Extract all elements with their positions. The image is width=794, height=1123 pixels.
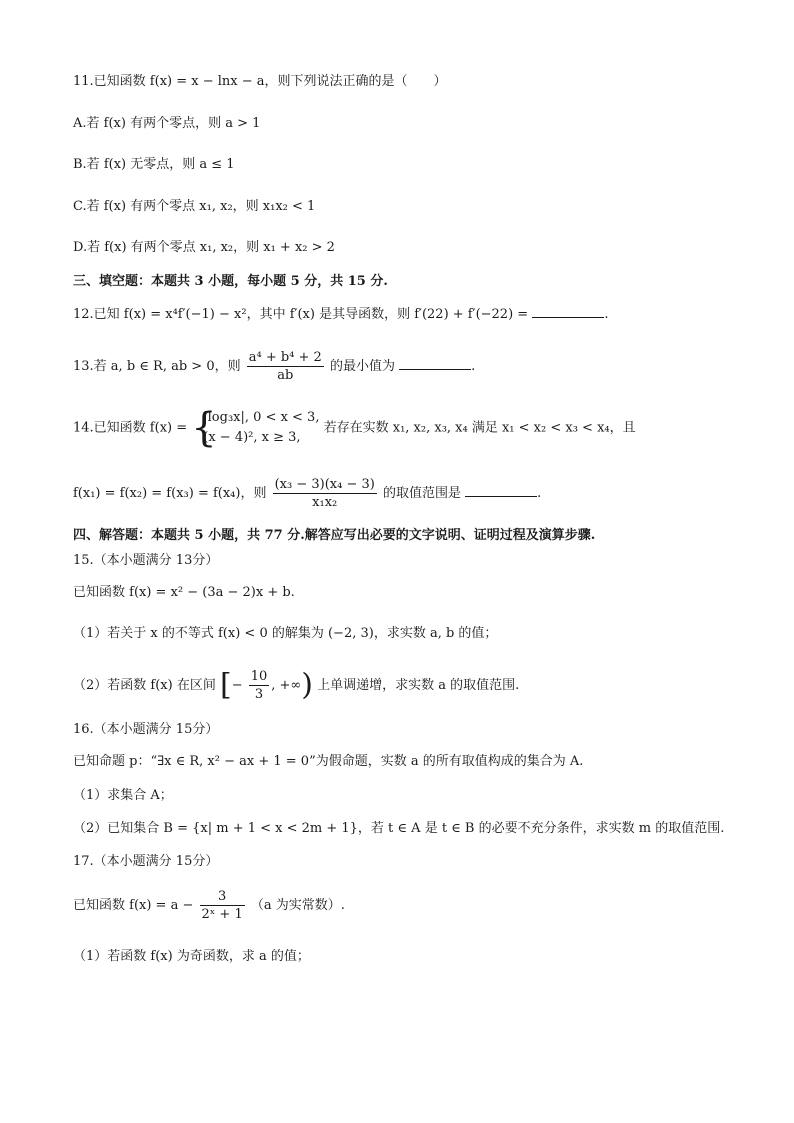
q13-answer-blank bbox=[399, 357, 471, 370]
right-paren-icon: ) bbox=[301, 667, 313, 703]
q11-option-b: B.若 f(x) 无零点，则 a ≤ 1 bbox=[73, 157, 235, 172]
q17-fraction bbox=[200, 888, 245, 923]
q16-part-2: （2）已知集合 B = {x| m + 1 < x < 2m + 1}，若 t ∈ A 是 t ∈ B 的必要不充分条件，求实数 m 的取值范围. bbox=[73, 821, 725, 836]
q14-line1 bbox=[73, 405, 636, 451]
q16-stem: 已知命题 p：“∃x ∈ R, x² − ax + 1 = 0”为假命题，实数 a 的所有取值构成的集合为 A. bbox=[73, 754, 584, 769]
q14-answer-blank bbox=[465, 484, 537, 497]
q17-stem-suffix: （a 为实常数）. bbox=[250, 898, 345, 913]
q12-text: 12.已知 f(x) = x⁴f′(−1) − x²，其中 f′(x) 是其导函数，则 f′(22) + f′(−22) = bbox=[73, 307, 529, 322]
q14-prefix: 14.已知函数 f(x) = bbox=[73, 420, 188, 436]
q14-numerator: (x₃ − 3)(x₄ − 3) bbox=[274, 477, 375, 492]
q15-numerator: 10 bbox=[250, 669, 268, 684]
left-bracket-icon: [ bbox=[219, 667, 232, 703]
q14-case-2: (x − 4)², x ≥ 3, bbox=[203, 430, 301, 445]
q13: 13.若 a, b ∈ R, ab > 0，则 $\frac{\text{a⁴ + b⁴ + 2}}{ab}$ 的最小值为 . bbox=[73, 350, 476, 383]
q11-stem: 11.已知函数 f(x) = x − lnx − a，则下列说法正确的是（ ） bbox=[73, 74, 447, 89]
q13-fraction bbox=[247, 349, 324, 384]
q17-stem-prefix: 已知函数 f(x) = a − bbox=[73, 898, 194, 913]
q17-numerator: 3 bbox=[200, 888, 245, 906]
q15-part-2-prefix: （2）若函数 f(x) 在区间 bbox=[73, 678, 216, 693]
q13-numerator: a⁴ + b⁴ + 2 bbox=[248, 350, 322, 365]
q13-prefix: 13.若 a, b ∈ R, ab > 0，则 bbox=[73, 359, 241, 374]
q12: 12.已知 f(x) = x⁴f′(−1) − x²，其中 f′(x) 是其导函数，则 f′(22) + f′(−22) = . bbox=[73, 307, 609, 322]
q17-denominator: 2ˣ + 1 bbox=[201, 907, 243, 922]
left-brace-icon: { bbox=[191, 405, 217, 451]
q11-option-d: D.若 f(x) 有两个零点 x₁, x₂，则 x₁ + x₂ > 2 bbox=[73, 240, 335, 255]
q15-denominator: 3 bbox=[254, 687, 264, 702]
section-4-title: 四、解答题：本题共 5 小题，共 77 分.解答应写出必要的文字说明、证明过程及演算步骤. bbox=[73, 528, 596, 543]
q14-line2: f(x₁) = f(x₂) = f(x₃) = f(x₄)，则 $\frac{\text{(x₃ − 3)(x₄ − 3)}}{\text{x₁x₂}}$ 的取值范围是 . bbox=[73, 477, 542, 510]
q17-head: 17.（本小题满分 15分） bbox=[73, 854, 219, 869]
q14-denominator: x₁x₂ bbox=[312, 495, 338, 510]
q15-stem: 已知函数 f(x) = x² − (3a − 2)x + b. bbox=[73, 585, 295, 600]
q15-part-2: （2）若函数 f(x) 在区间 [− $\frac{10}{3}$ , +∞) 上单调递增，求实数 a 的取值范围. bbox=[73, 667, 520, 703]
q16-head: 16.（本小题满分 15分） bbox=[73, 722, 219, 737]
q12-answer-blank bbox=[532, 305, 604, 318]
q15-fraction bbox=[249, 668, 270, 703]
q16-part-1: （1）求集合 A； bbox=[73, 788, 173, 803]
q17-part-1: （1）若函数 f(x) 为奇函数，求 a 的值； bbox=[73, 949, 310, 964]
q15-part-1: （1）若关于 x 的不等式 f(x) < 0 的解集为 (−2, 3)，求实数 a, b 的值； bbox=[73, 626, 498, 641]
q14-fraction bbox=[273, 476, 377, 511]
q15-part-2-suffix: 上单调递增，求实数 a 的取值范围. bbox=[317, 678, 520, 693]
q11-option-c: C.若 f(x) 有两个零点 x₁, x₂，则 x₁x₂ < 1 bbox=[73, 199, 316, 214]
section-3-title: 三、填空题：本题共 3 小题，每小题 5 分，共 15 分. bbox=[73, 274, 388, 289]
q14-piecewise bbox=[191, 405, 320, 451]
q15-head: 15.（本小题满分 13分） bbox=[73, 553, 219, 568]
q14-line2-prefix: f(x₁) = f(x₂) = f(x₃) = f(x₄)，则 bbox=[73, 486, 267, 501]
q13-denominator: ab bbox=[277, 368, 294, 383]
q14-suffix: 若存在实数 x₁, x₂, x₃, x₄ 满足 x₁ < x₂ < x₃ < x₄，且 bbox=[323, 420, 636, 436]
q11-option-a: A.若 f(x) 有两个零点，则 a > 1 bbox=[73, 116, 261, 131]
q17-stem bbox=[73, 888, 345, 923]
q14-line2-suffix: 的取值范围是 bbox=[382, 486, 461, 501]
q14-case-1: |log₃x|, 0 < x < 3, bbox=[203, 410, 320, 425]
q13-suffix: 的最小值为 bbox=[329, 359, 395, 374]
